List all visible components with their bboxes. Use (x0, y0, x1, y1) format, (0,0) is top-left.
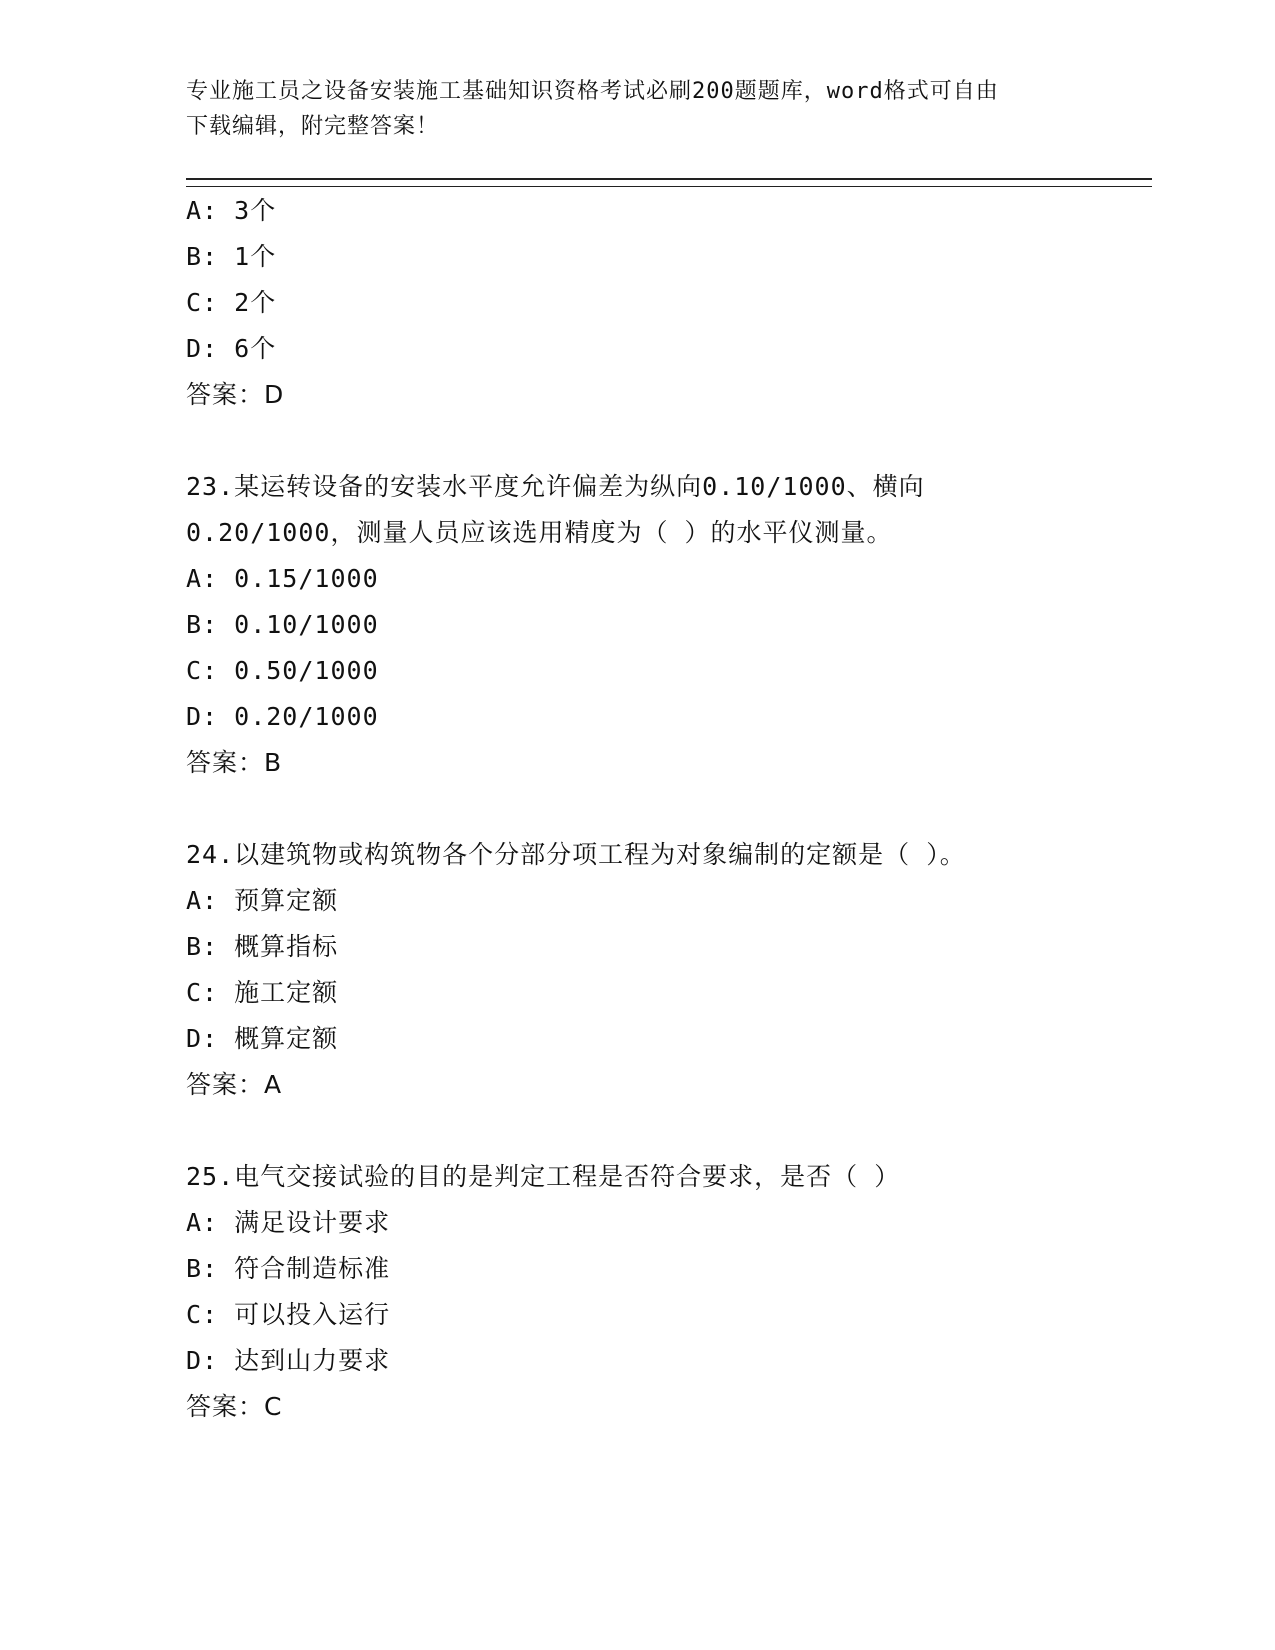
option-c: C: 2个 (186, 288, 277, 317)
answer-line: 答案：A (186, 1070, 283, 1099)
question-spacer (186, 418, 1152, 464)
option-b: B: 概算指标 (186, 932, 339, 961)
question-22 (186, 188, 1152, 418)
question-stem-continued: 0.20/1000，测量人员应该选用精度为（ ）的水平仪测量。 (186, 518, 893, 547)
question-content (186, 188, 1152, 1430)
document-header (186, 74, 1086, 144)
question-24 (186, 832, 1152, 1108)
option-c: C: 施工定额 (186, 978, 339, 1007)
option-a: A: 预算定额 (186, 886, 339, 915)
option-a: A: 满足设计要求 (186, 1208, 391, 1237)
option-b: B: 1个 (186, 242, 277, 271)
option-d: D: 6个 (186, 334, 277, 363)
question-23 (186, 464, 1152, 786)
question-spacer (186, 786, 1152, 832)
answer-line: 答案：B (186, 748, 283, 777)
question-spacer (186, 1108, 1152, 1154)
answer-line: 答案：C (186, 1392, 283, 1421)
option-c: C: 可以投入运行 (186, 1300, 391, 1329)
answer-line: 答案：D (186, 380, 285, 409)
question-stem: 24.以建筑物或构筑物各个分部分项工程为对象编制的定额是（ ）。 (186, 840, 966, 869)
header-title-line-2: 下载编辑，附完整答案！ (186, 114, 440, 139)
option-d: D: 0.20/1000 (186, 702, 379, 731)
question-stem: 23.某运转设备的安装水平度允许偏差为纵向0.10/1000、横向 (186, 472, 925, 501)
option-a: A: 0.15/1000 (186, 564, 379, 593)
question-25 (186, 1154, 1152, 1430)
option-d: D: 达到山力要求 (186, 1346, 391, 1375)
header-title-line-1: 专业施工员之设备安装施工基础知识资格考试必刷200题题库，word格式可自由 (186, 79, 999, 104)
option-d: D: 概算定额 (186, 1024, 339, 1053)
option-b: B: 0.10/1000 (186, 610, 379, 639)
header-divider (186, 178, 1152, 187)
question-stem: 25.电气交接试验的目的是判定工程是否符合要求，是否（ ） (186, 1162, 901, 1191)
option-a: A: 3个 (186, 196, 277, 225)
option-c: C: 0.50/1000 (186, 656, 379, 685)
option-b: B: 符合制造标准 (186, 1254, 391, 1283)
